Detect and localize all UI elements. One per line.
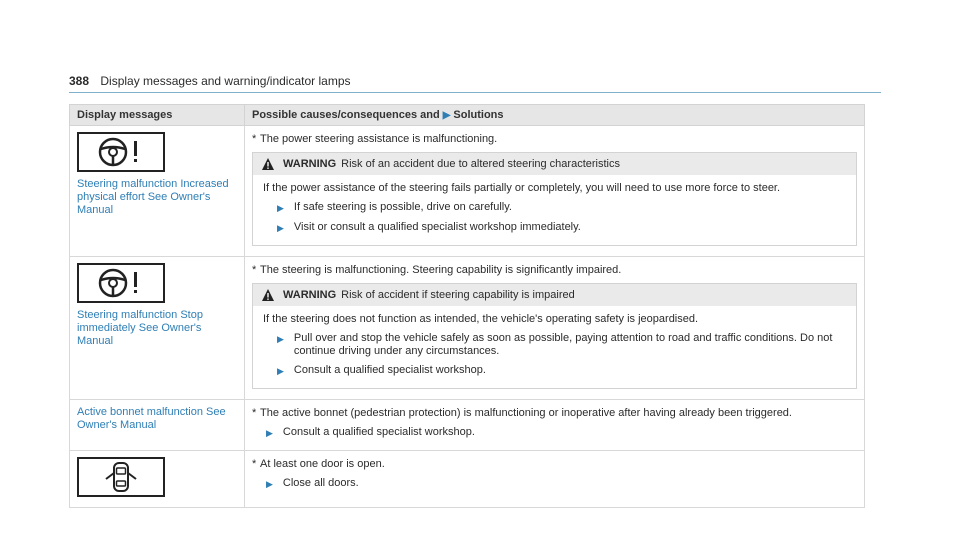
cause-cell xyxy=(245,400,865,451)
step-arrow-icon: ▶ xyxy=(277,334,284,344)
cause-cell xyxy=(245,257,865,400)
steering-warning-icon xyxy=(77,132,165,172)
warning-text: If the power assistance of the steering fails partially or completely, you will need to use more force to steer. xyxy=(263,182,781,194)
warning-title: Risk of accident if steering capability is impaired xyxy=(341,289,575,301)
table-row xyxy=(70,451,865,508)
display-message-text: Active bonnet malfunction See Owner's Manual xyxy=(77,406,226,431)
warning-box xyxy=(252,152,857,246)
column-header-messages: Display messages xyxy=(70,105,245,126)
step-arrow-icon: ▶ xyxy=(277,203,284,213)
solutions-arrow-icon: ▶ xyxy=(442,110,451,121)
page-title: Display messages and warning/indicator lamps xyxy=(100,74,351,88)
message-cell xyxy=(70,126,245,257)
message-cell xyxy=(70,400,245,451)
warning-body xyxy=(253,306,856,388)
step-arrow-icon: ▶ xyxy=(277,366,284,376)
warning-triangle-icon xyxy=(261,288,275,302)
warning-triangle-icon xyxy=(261,157,275,171)
cause-text: * The steering is malfunctioning. Steering capability is significantly impaired. xyxy=(252,264,622,276)
warning-title: Risk of an accident due to altered steering characteristics xyxy=(341,158,620,170)
step-arrow-icon: ▶ xyxy=(266,428,273,438)
solution-step: ▶ Visit or consult a qualified specialist workshop immediately. xyxy=(277,221,581,233)
display-messages-table xyxy=(69,104,865,508)
solution-step: ▶ Consult a qualified specialist workshop. xyxy=(277,364,486,376)
page-number: 388 xyxy=(69,74,90,88)
solution-step: ▶ Close all doors. xyxy=(266,477,359,489)
cause-text: * At least one door is open. xyxy=(252,458,385,470)
page-header xyxy=(69,74,881,93)
solution-step: ▶ If safe steering is possible, drive on carefully. xyxy=(277,201,512,213)
warning-header xyxy=(253,153,856,175)
display-message-text: Steering malfunction Stop immediately See Owner's Manual xyxy=(77,309,203,347)
cause-text: * The active bonnet (pedestrian protection) is malfunctioning or inoperative after having already been triggered. xyxy=(252,407,792,419)
warning-text: If the steering does not function as intended, the vehicle's operating safety is jeopardised. xyxy=(263,313,699,325)
warning-word: WARNING xyxy=(283,289,337,301)
warning-header xyxy=(253,284,856,306)
step-arrow-icon: ▶ xyxy=(266,479,273,489)
table-header-row xyxy=(70,105,865,126)
cause-text: * The power steering assistance is malfunctioning. xyxy=(252,133,498,145)
solution-step: ▶ Pull over and stop the vehicle safely as soon as possible, paying attention to road and traffic conditions. Do not continue driving under any circumstances. xyxy=(277,332,833,357)
message-cell xyxy=(70,257,245,400)
warning-word: WARNING xyxy=(283,158,337,170)
solutions-header-label: Solutions xyxy=(453,109,504,121)
cause-cell xyxy=(245,126,865,257)
car-door-open-icon xyxy=(77,457,165,497)
warning-body xyxy=(253,175,856,245)
message-cell xyxy=(70,451,245,508)
warning-box xyxy=(252,283,857,389)
column-header-causes xyxy=(245,105,865,126)
cause-cell xyxy=(245,451,865,508)
step-arrow-icon: ▶ xyxy=(277,223,284,233)
display-message-text: Steering malfunction Increased physical effort See Owner's Manual xyxy=(77,178,229,216)
table-row xyxy=(70,126,865,257)
solution-step: ▶ Consult a qualified specialist workshop. xyxy=(266,426,475,438)
table-row xyxy=(70,400,865,451)
causes-header-label: Possible causes/consequences and xyxy=(252,109,440,121)
table-row xyxy=(70,257,865,400)
steering-warning-icon xyxy=(77,263,165,303)
